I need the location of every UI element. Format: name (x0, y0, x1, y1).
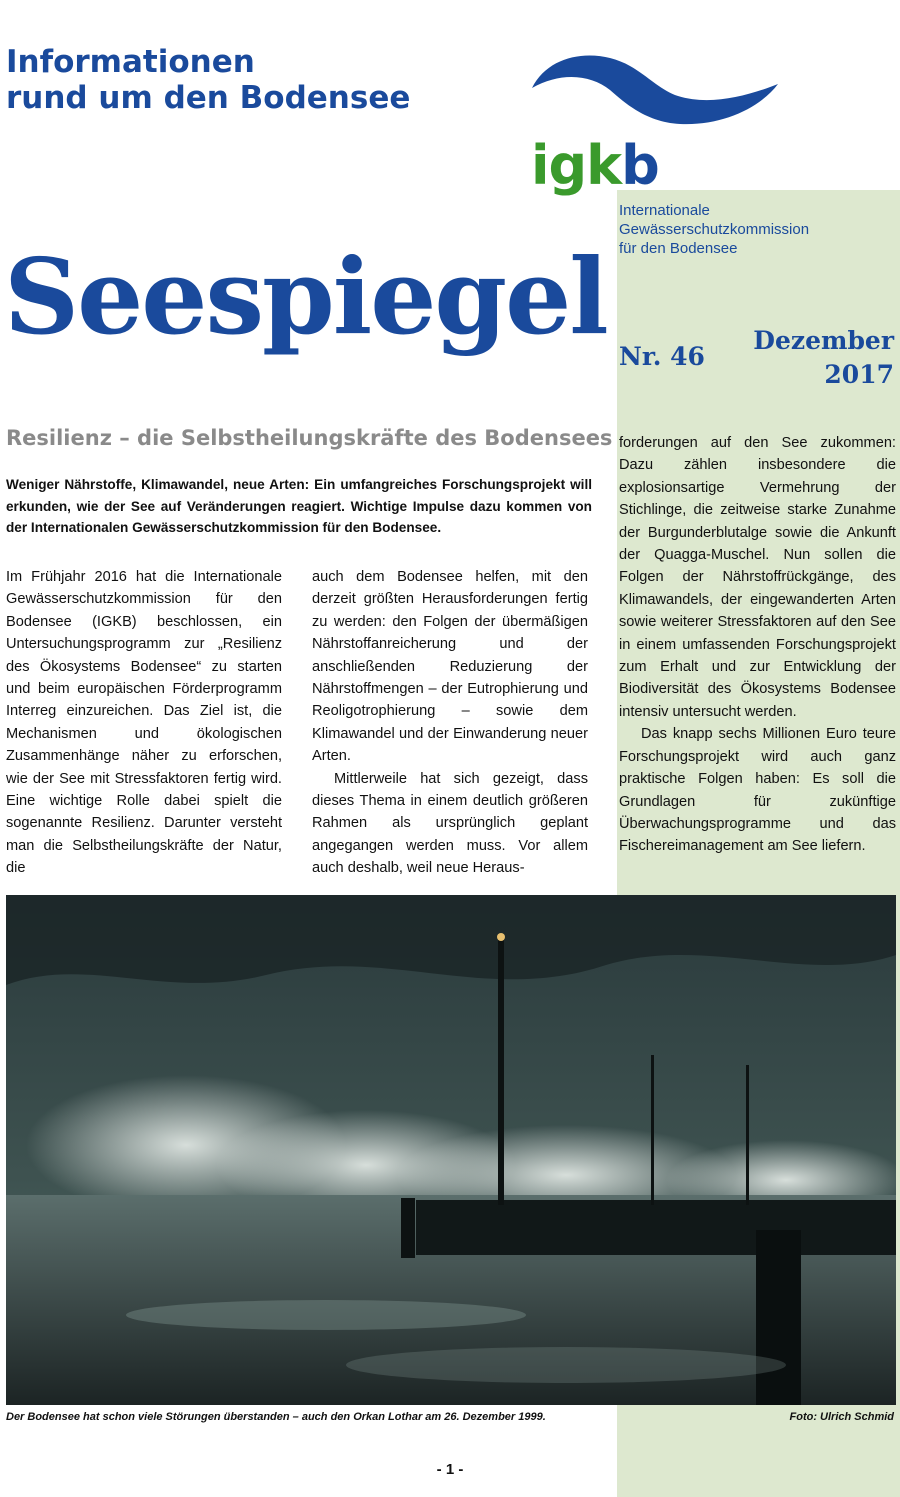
photo-credit: Foto: Ulrich Schmid (789, 1411, 894, 1423)
organization-name (619, 201, 809, 258)
page-number: - 1 - (436, 1461, 464, 1478)
paragraph: forderungen auf den See zukommen: Dazu zählen insbesondere die explosionsartige Vermehrung der Stichlinge, die zeitweise starke Zunahme der Burgunderblutalge sowie die Ankunft der Quagga-Muschel. Nun sollen die Folgen der Nährstoffrückgänge, des Klimawandels, der eingewanderten Arten sowie weiterer Stressfaktoren auf den See in einem umfassenden Forschungsprojekt zum Erhalt und zur Entwicklung der Biodiversität des Ökosystems Bodensee intensiv untersucht werden. (619, 435, 896, 720)
tagline (6, 44, 410, 116)
article-headline: Resilienz – die Selbstheilungskräfte des Bodensees (6, 426, 613, 450)
logo-igk: igk (531, 134, 622, 197)
article-column-2 (312, 566, 588, 880)
article-lead: Weniger Nährstoffe, Klimawandel, neue Arten: Ein umfangreiches Forschungsprojekt will erkunden, wie der See auf Veränderungen reagiert. Wichtige Impulse dazu kommen von der Internationalen Gewässerschutzkommission für den Bodensee. (6, 477, 592, 535)
paragraph: Das knapp sechs Millionen Euro teure Forschungsprojekt wird auch ganz praktische Folgen haben: Es soll die Grundlagen für zukünftige Überwachungsprogramme und das Fischereimanagement am See liefern. (619, 726, 896, 855)
paragraph: Mittlerweile hat sich gezeigt, dass dieses Thema in einem deutlich größeren Rahmen als ursprünglich geplant angegangen werden muss. Vor allem auch deshalb, weil neue Heraus- (312, 770, 588, 877)
igkb-logo-text (531, 136, 659, 196)
tagline-line2: rund um den Bodensee (6, 80, 411, 116)
article-column-3 (619, 432, 896, 858)
article-column-1 (6, 566, 282, 880)
issue-date (753, 324, 894, 392)
photo-caption: Der Bodensee hat schon viele Störungen überstanden – auch den Orkan Lothar am 26. Dezember 1999. (6, 1411, 546, 1423)
masthead-title: Seespiegel (4, 235, 607, 358)
org-line1: Internationale (619, 202, 710, 219)
org-line2: Gewässerschutzkommission (619, 221, 810, 238)
paragraph: Im Frühjahr 2016 hat die Internationale Gewässerschutzkommission für den Bodensee (IGKB) beschlossen, ein Untersuchungsprogramm zur „Resilienz des Ökosystems Bodensee“ zu starten und beim europäischen Förderprogramm Interreg einzureichen. Das Ziel ist, die Mechanismen und ökologischen Zusammenhänge näher zu erforschen, wie der See mit Stressfaktoren fertig wird. Eine wichtige Rolle dabei spielt die sogenannte Resilienz. Darunter versteht man die Selbstheilungskräfte der Natur, die (6, 569, 282, 877)
issue-number: Nr. 46 (619, 342, 705, 371)
issue-month: Dezember (753, 326, 894, 355)
org-line3: für den Bodensee (619, 240, 738, 257)
wave-shape (532, 56, 778, 125)
storm-photo (6, 895, 896, 1405)
paragraph: auch dem Bodensee helfen, mit den derzeit größten Herausforderungen fertig zu werden: den Folgen der übermäßigen Nährstoffanreicherung und der anschließenden Reduzierung der Nährstoffmengen – der Eutrophierung und Reoligotrophierung – sowie dem Klimawandel und der Einwanderung neuer Arten. (312, 569, 588, 765)
issue-year: 2017 (824, 360, 894, 389)
logo-b: b (621, 134, 659, 197)
tagline-line1: Informationen (6, 44, 255, 80)
